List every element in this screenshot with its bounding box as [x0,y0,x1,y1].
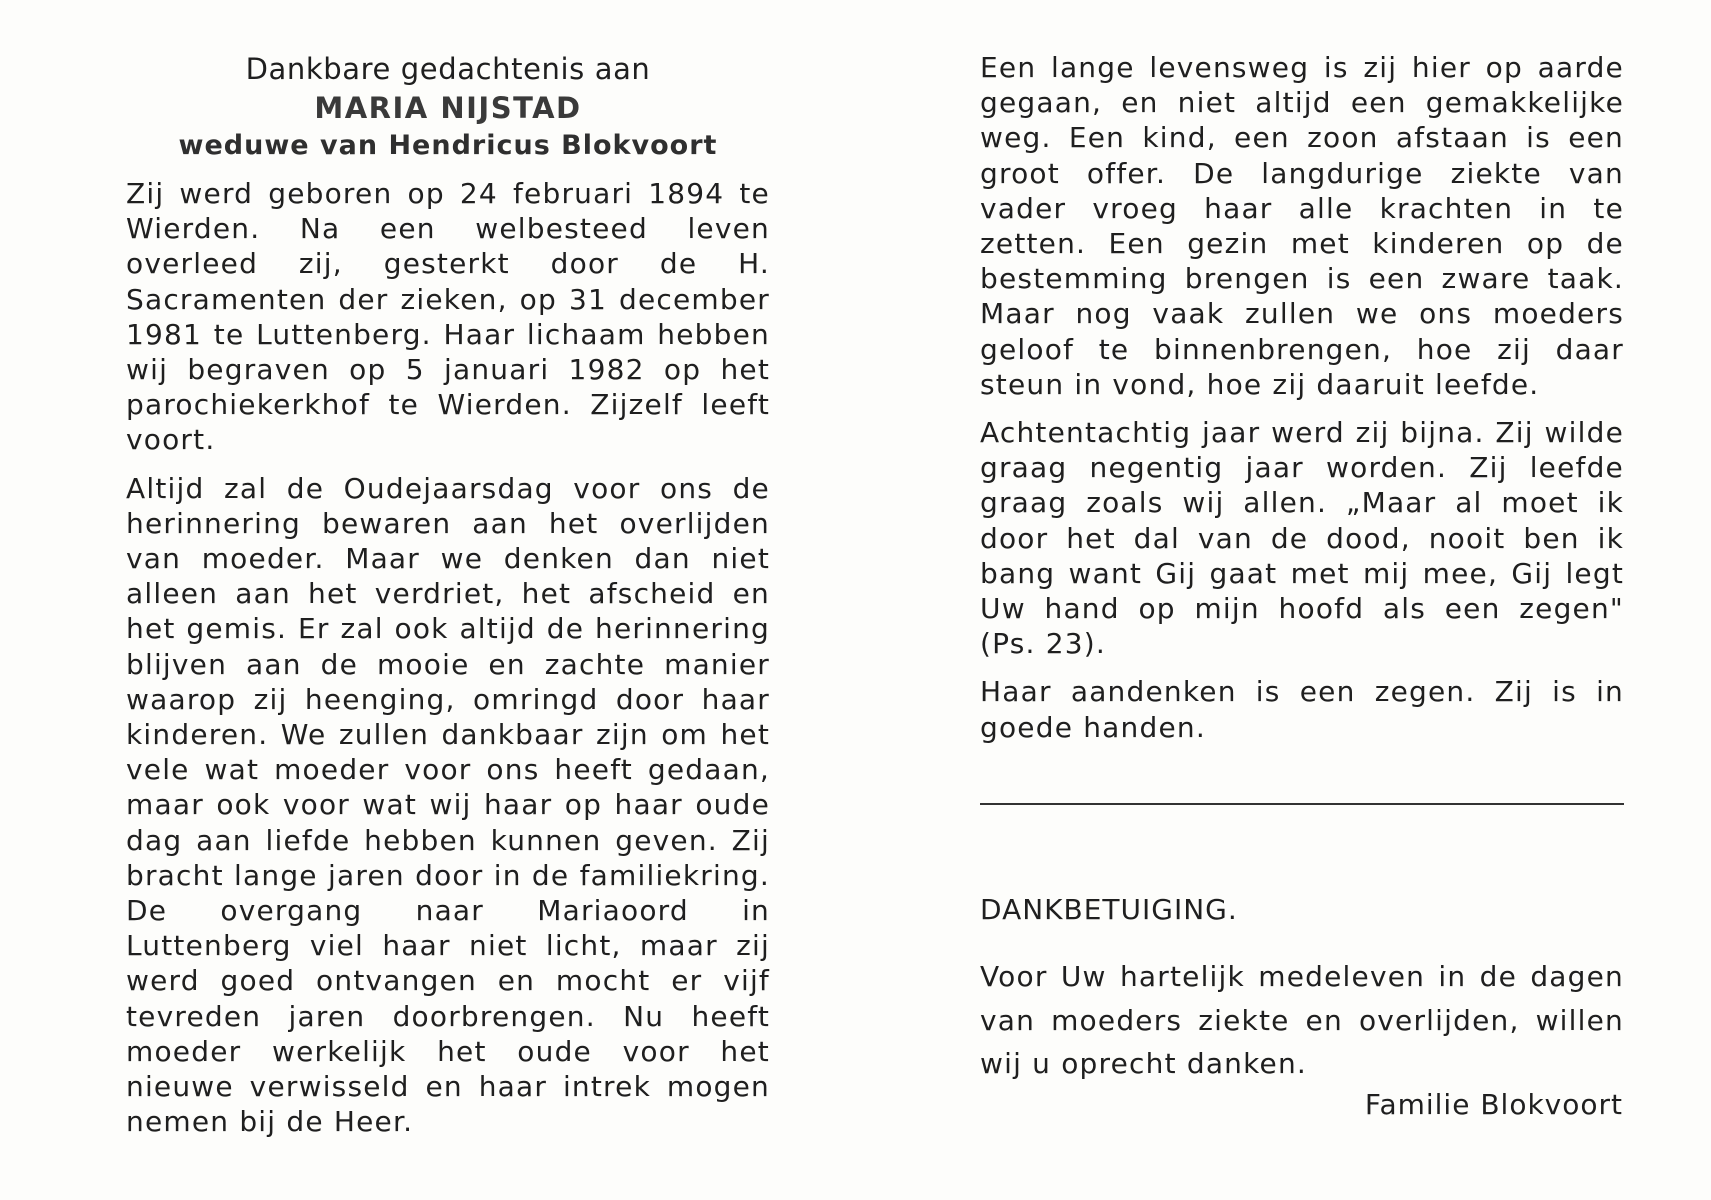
remembrance-paragraph: Altijd zal de Oudejaarsdag voor ons de herinnering bewaren aan het overlijden van moeder. Maar we denken dan niet alleen aan het verdriet, het afscheid en het gemis. Er zal ook altijd de herinnering blijven aan de mooie en zachte manier waarop zij heenging, omringd door haar kinderen. We zullen dankbaar zijn om het vele wat moeder voor ons heeft gedaan, maar ook voor wat wij haar op haar oude dag aan liefde hebben kunnen geven. Zij bracht lange jaren door in de familiekring. De overgang naar Mariaoord in Luttenberg viel haar niet licht, maar zij werd goed ontvangen en mocht er vijf tevreden jaren doorbrengen. Nu heeft moeder werkelijk het oude voor het nieuwe verwisseld en haar intrek mogen nemen bij de Heer. [126,471,770,1139]
intro-line: Dankbare gedachtenis aan [245,52,651,86]
deceased-name: MARIA NIJSTAD [314,91,582,125]
right-column [980,50,1624,758]
biography-paragraph: Zij werd geboren op 24 februari 1894 te Wierden. Na een welbesteed leven overleed zij, gesterkt door de H. Sacramenten der zieken, op 31 december 1981 te Luttenberg. Haar lichaam hebben wij begraven op 5 januari 1982 op het parochiekerkhof te Wierden. Zijzelf leeft voort. [126,177,770,457]
thanks-title: DANKBETUIGING. [980,893,1238,926]
psalm-paragraph: Achtentachtig jaar werd zij bijna. Zij wilde graag negentig jaar worden. Zij leefde graag zoals wij allen. „Maar al moet ik door het dal van de dood, nooit ben ik bang want Gij gaat met mij mee, Gij legt Uw hand op mijn hoofd als een zegen" (Ps. 23). [980,416,1624,661]
left-column [126,50,770,1152]
divider-line [980,803,1624,805]
widow-subtitle: weduwe van Hendricus Blokvoort [178,130,718,161]
closing-paragraph: Haar aandenken is een zegen. Zij is in goede handen. [980,675,1624,744]
life-paragraph: Een lange levensweg is zij hier op aarde gegaan, en niet altijd een gemakkelijke weg. Een kind, een zoon afstaan is een groot offer. De langdurige ziekte van vader vroeg haar alle krachten in te zetten. Een gezin met kinderen op de bestemming brengen is een zware taak. Maar nog vaak zullen we ons moeders geloof te binnenbrengen, hoe zij daar steun in vond, hoe zij daaruit leefde. [980,51,1624,401]
family-signature: Familie Blokvoort [1364,1088,1623,1121]
thanks-text: Voor Uw hartelijk medeleven in de dagen van moeders ziekte en overlijden, willen wij u oprecht danken. [980,960,1624,1080]
